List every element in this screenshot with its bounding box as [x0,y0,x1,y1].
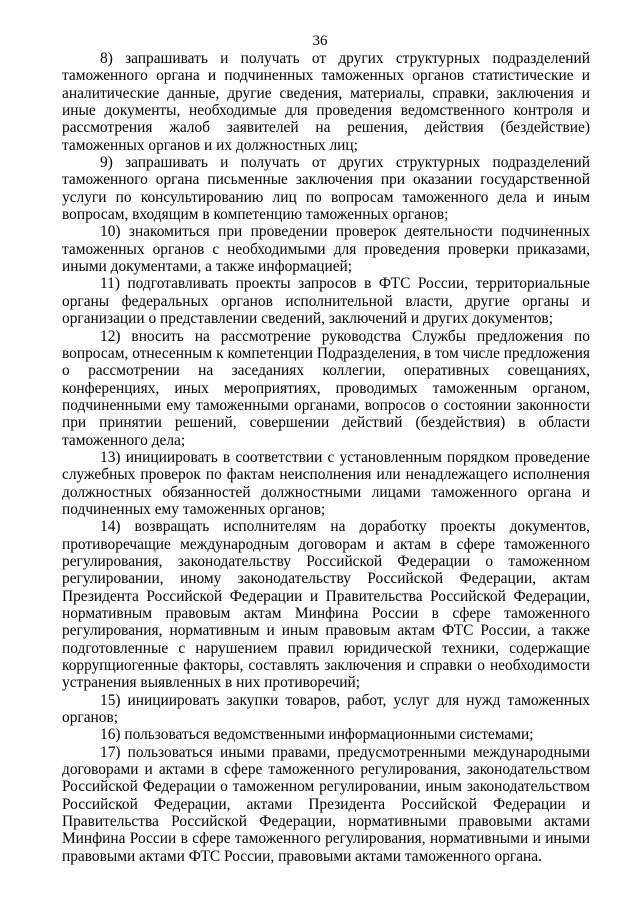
paragraph-item-11: 11) подготавливать проекты запросов в ФТС России, территориальные органы федеральных органов исполнительной власти, другие органы и организации о представлении сведений, заключений и других документов; [62,275,590,328]
paragraph-item-15: 15) инициировать закупки товаров, работ, услуг для нужд таможенных органов; [62,691,590,727]
paragraph-item-9: 9) запрашивать и получать от других структурных подразделений таможенного органа письменные заключения при оказании государственной услуги по консультированию лиц по вопросам таможенного дела и иным вопросам, входящим в компетенцию таможенных органов; [62,154,590,224]
paragraph-item-16: 16) пользоваться ведомственными информационными системами; [100,726,534,744]
page-number: 36 [312,33,328,49]
paragraph-item-12: 12) вносить на рассмотрение руководства Службы предложения по вопросам, отнесенным к компетенции Подразделения, в том числе предложения о рассмотрении на заседаниях коллегии, оперативных совещаниях, конференциях, иных мероприятиях, проводимых таможенным органом, подчиненными ему таможенными органами, вопросов о состоянии законности при принятии решений, совершении действий (бездействия) в области таможенного дела; [62,327,590,449]
paragraph-item-10: 10) знакомиться при проведении проверок деятельности подчиненных таможенных органов с необходимыми для проведения проверки приказами, иными документами, а также информацией; [62,223,590,276]
paragraph-item-13: 13) инициировать в соответствии с установленным порядком проведение служебных проверок по фактам неисполнения или ненадлежащего исполнения должностных обязанностей должностными лицами таможенного органа и подчиненных ему таможенных органов; [62,448,590,518]
paragraph-item-17: 17) пользоваться иными правами, предусмотренными международными договорами и актами в сфере таможенного регулирования, законодательством Российской Федерации о таможенном регулировании, иным законодательством Российской Федерации, актами Президента Российской Федерации и Правительства Российской Федерации, нормативными правовыми актами Минфина России в сфере таможенного регулирования, нормативными и иными правовыми актами ФТС России, правовыми актами таможенного органа. [62,743,590,865]
paragraph-item-8: 8) запрашивать и получать от других структурных подразделений таможенного органа и подчиненных таможенных органов статистические и аналитические данные, другие сведения, материалы, справки, заключения и иные документы, необходимые для проведения ведомственного контроля и рассмотрения жалоб заявителей на решения, действия (бездействие) таможенных органов и их должностных лиц; [62,50,590,154]
paragraph-item-14: 14) возвращать исполнителям на доработку проекты документов, противоречащие международным договорам и актам в сфере таможенного регулирования, законодательству Российской Федерации о таможенном регулировании, иному законодательству Российской Федерации, актам Президента Российской Федерации и Правительства Российской Федерации, нормативным правовым актам Минфина России в сфере таможенного регулирования, нормативным и иным правовым актам ФТС России, а также подготовленные с нарушением правил юридической техники, содержащие коррупциогенные факторы, составлять заключения и справки о необходимости устранения выявленных в них противоречий; [62,518,590,692]
document-body [62,50,590,865]
